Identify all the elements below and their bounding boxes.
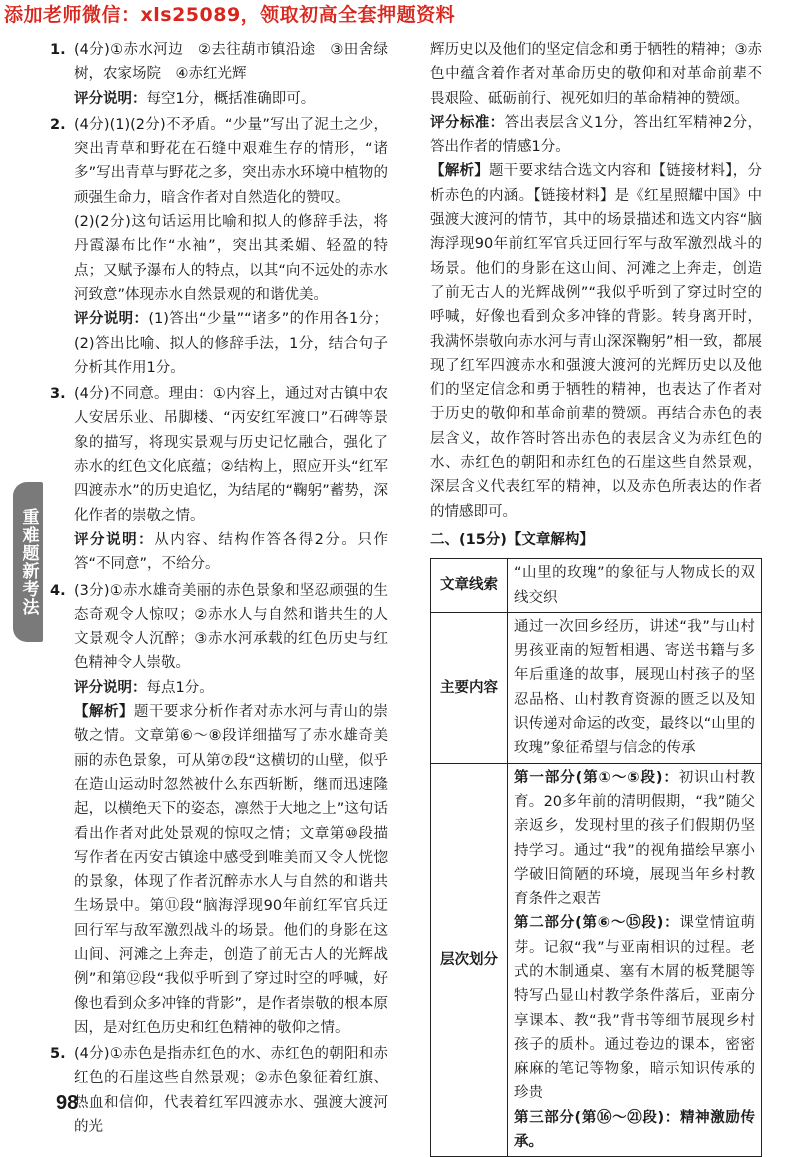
question-number: 3. — [50, 386, 66, 403]
part-1-title: 第一部分(第①～⑤段)： — [514, 769, 679, 786]
row-label: 主要内容 — [431, 612, 508, 763]
section-title: 二、(15分)【文章解构】 — [430, 531, 594, 548]
answer-text: (4分)①赤水河边 ②去往葫市镇沿途 ③田舍绿树，农家场院 ④赤红光辉 — [74, 42, 388, 83]
part-2-title: 第二部分(第⑥～⑮段)： — [514, 915, 680, 932]
answer-part-1: (4分)(1)(2分)不矛盾。“少量”写出了泥土之少，突出青草和野花在石缝中艰难生存的情形，“诸多”写出青草与野花之多，突出赤水环境中植物的顽强生命力，暗含作者对自然造化的赞叹。 — [74, 116, 388, 206]
table-row — [431, 559, 762, 613]
row-label: 文章线索 — [431, 559, 508, 613]
answer-part-2: (2)(2分)这句话运用比喻和拟人的修辞手法，将丹霞瀑布比作“水袖”，突出其柔媚、轻盈的特点；又赋予瀑布人的特点，以其“向不远处的赤水河致意”体现赤水自然景观的和谐优美。 — [74, 214, 388, 303]
page-number: 98 — [56, 1092, 79, 1114]
scoring-label: 评分说明： — [74, 531, 155, 548]
analysis-text: 题干要求分析作者对赤水河与青山的崇敬之情。文章第⑥～⑧段详细描写了赤水雄奇美丽的赤色景象，可从第⑦段“这横切的山壁，似乎在造山运动时忽然被什么东西斩断，继而迅速隆起，以横绝天下的姿态，凛然于大地之上”这句话看出作者对此处景观的惊叹之情；文章第⑩段描写作者在丙安古镇途中感受到唯美而又令人恍惚的景象，体现了作者沉醉赤水人与自然的和谐共生场景中。第⑪段“脑海浮现90年前红军官兵迂回行军与敌军激烈战斗的场景。他们的身影在这山间、河滩之上奔走，创造了前无古人的光辉战例”和第⑫段“我似乎听到了穿过时空的呼喊，好像也看到众多冲锋的背影”，是作者崇敬的根本原因，是对红色历史和红色精神的敬仰之情。 — [74, 704, 389, 1036]
question-number: 4. — [50, 582, 66, 599]
scoring-text: 每点1分。 — [146, 679, 214, 696]
part-1-text: 初识山村教育。20多年前的清明假期，“我”随父亲返乡，发现村里的孩子们假期仍坚持学习。通过“我”的视角描绘早寨小学破旧简陋的环境，展现当年乡村教育条件之艰苦 — [514, 769, 755, 908]
scoring-text: (1)答出“少量”“诸多”的作用各1分； — [148, 311, 389, 328]
part-2-text: 课堂情谊萌芽。记叙“我”与亚南相识的过程。老式的木制通桌、塞有木屑的板凳腿等特写凸显山村教学条件落后，亚南分享课本、教“我”背书等细节展现乡村孩子的质朴。通过卷边的课本，密密麻麻的笔记等物象，暗示知识传承的珍贵 — [514, 915, 756, 1102]
answer-text: (4分)①赤色是指赤红色的水、赤红色的朝阳和赤红色的石崖这些自然景观；②赤色象征着红旗、热血和信仰，代表着红军四渡赤水、强渡大渡河的光 — [74, 1046, 388, 1136]
question-5 — [50, 1042, 388, 1139]
row-content: 通过一次回乡经历，讲述“我”与山村男孩亚南的短暂相遇、寄送书籍与多年后重逢的故事，展现山村孩子的坚忍品格、山村教育资源的匮乏以及知识传递对命运的改变，最终以“山里的玫瑰”象征希望与信念的传承 — [508, 612, 762, 763]
answer-text: (3分)①赤水雄奇美丽的赤色景象和坚忍顽强的生态奇观令人惊叹；②赤水人与自然和谐共生的人文景观令人沉醉；③赤水河承载的红色历史与红色精神令人崇敬。 — [74, 582, 388, 672]
promo-banner: 添加老师微信：xls25089，领取初高全套押题资料 — [4, 4, 456, 26]
analysis-tag: 【解析】 — [430, 163, 490, 180]
scoring-label: 评分说明： — [74, 90, 147, 107]
scoring-text: 从内容、结构作答各得2分。只作答“不同意”，不给分。 — [74, 531, 388, 573]
side-tab — [13, 482, 43, 642]
right-column — [430, 38, 762, 1157]
left-column — [50, 38, 388, 1139]
scoring-label: 评分说明： — [74, 679, 147, 696]
side-tab-label: 重难题新考法 — [18, 508, 39, 616]
part-3-text: 精神激励传承。 — [514, 1109, 755, 1151]
answer-continued: 辉历史以及他们的坚定信念和勇于牺牲的精神；③赤色中蕴含着作者对革命历史的敬仰和对革命前辈不畏艰险、砥砺前行、视死如归的革命精神的赞颂。 — [430, 42, 762, 107]
scoring-label: 评分说明： — [74, 311, 149, 328]
question-1 — [50, 38, 388, 111]
part-3-title: 第三部分(第⑯～㉑段)： — [514, 1109, 680, 1126]
table-row — [431, 763, 762, 1157]
analysis-text: 题干要求结合选文内容和【链接材料】，分析赤色的内涵。【链接材料】是《红星照耀中国》中强渡大渡河的情节，其中的场景描述和选文内容“脑海浮现90年前红军官兵迂回行军与敌军激烈战斗的场景。他们的身影在这山间、河滩之上奔走，创造了前无古人的光辉战例”“我似乎听到了穿过时空的呼喊，好像也看到众多冲锋的背影。转身离开时，我满怀崇敬向赤水河与青山深深鞠躬”相一致，都展现了红军四渡赤水和强渡大渡河的光辉历史以及他们的坚定信念和勇于牺牲的精神，也表达了作者对于历史的敬仰和革命前辈的赞颂。再结合赤色的表层含义，故作答时答出赤色的表层含义为赤红色的水、赤红色的朝阳和赤红色的石崖这些自然景观，深层含义代表红军的精神，以及赤色所表达的作者的情感即可。 — [430, 163, 762, 520]
row-content: “山里的玫瑰”的象征与人物成长的双线交织 — [508, 559, 762, 613]
scoring-text: 每空1分，概括准确即可。 — [146, 90, 316, 107]
row-label: 层次划分 — [431, 763, 508, 1157]
analysis-tag: 【解析】 — [74, 704, 134, 721]
question-number: 1. — [50, 42, 66, 58]
question-4 — [50, 579, 388, 1041]
answer-text: (4分)不同意。理由：①内容上，通过对古镇中农人安居乐业、吊脚楼、“丙安红军渡口”石碑等景象的描写，将现实景观与历史记忆融合，强化了赤水的红色文化底蕴；②结构上，照应开头“红军四渡赤水”的历史追忆，为结尾的“鞠躬”蓄势，深化作者的崇敬之情。 — [74, 386, 388, 524]
scoring-text-2: (2)答出比喻、拟人的修辞手法，1分，结合句子分析其作用1分。 — [74, 335, 388, 376]
structure-table — [430, 558, 762, 1157]
scoring-text: 答出表层含义1分，答出红军精神2分，答出作者的情感1分。 — [430, 114, 763, 156]
scoring-label: 评分标准： — [430, 114, 505, 131]
table-row — [431, 612, 762, 763]
row-content — [508, 763, 762, 1157]
question-number: 2. — [50, 116, 66, 133]
question-2 — [50, 113, 388, 380]
question-3 — [50, 382, 388, 576]
question-number: 5. — [50, 1046, 66, 1063]
